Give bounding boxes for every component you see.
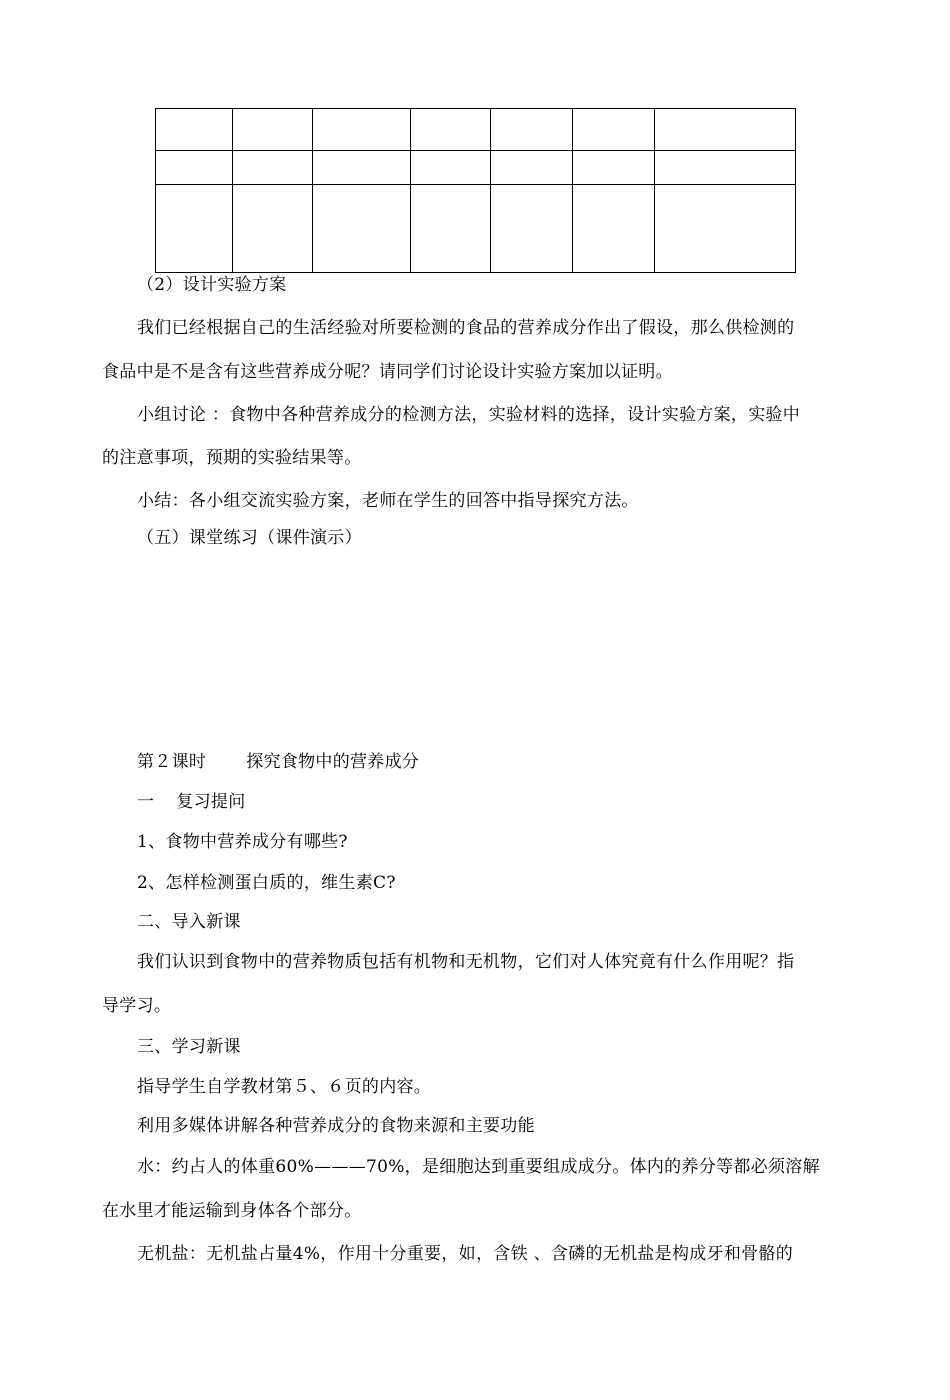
lesson-title xyxy=(137,750,419,774)
section-heading xyxy=(137,790,246,814)
table-cell xyxy=(491,109,573,151)
table-cell xyxy=(233,151,313,185)
table-cell xyxy=(573,185,655,273)
table-cell xyxy=(411,151,491,185)
paragraph-line: 我们已经根据自己的生活经验对所要检测的食品的营养成分作出了假设，那么供检测的 xyxy=(137,318,795,338)
question-item: 2、怎样检测蛋白质的，维生素C? xyxy=(137,873,396,893)
table-cell xyxy=(655,109,796,151)
table-cell xyxy=(573,151,655,185)
table-cell xyxy=(156,151,233,185)
section-heading: 二、导入新课 xyxy=(137,912,241,932)
section-heading: （2）设计实验方案 xyxy=(137,275,287,295)
table-cell xyxy=(156,109,233,151)
paragraph-line: 小结：各小组交流实验方案，老师在学生的回答中指导探究方法。 xyxy=(137,491,639,511)
table-row xyxy=(156,185,796,273)
paragraph-line: 食品中是不是含有这些营养成分呢？请同学们讨论设计实验方案加以证明。 xyxy=(102,362,673,382)
section-heading: （五）课堂练习（课件演示） xyxy=(137,528,362,548)
paragraph-line: 小组讨论 ：食物中各种营养成分的检测方法，实验材料的选择，设计实验方案，实验中 xyxy=(137,405,801,425)
table-cell xyxy=(491,151,573,185)
table-cell xyxy=(573,109,655,151)
paragraph-line: 在水里才能运输到身体各个部分。 xyxy=(102,1201,362,1221)
table-cell xyxy=(233,185,313,273)
paragraph-line: 导学习。 xyxy=(102,996,172,1016)
table-row xyxy=(156,151,796,185)
table-row xyxy=(156,109,796,151)
paragraph-line: 水：约占人的体重60%———70%，是细胞达到重要组成成分。体内的养分等都必须溶解 xyxy=(137,1157,820,1177)
table-cell xyxy=(313,109,411,151)
paragraph-line: 的注意事项，预期的实验结果等。 xyxy=(102,448,362,468)
table-cell xyxy=(491,185,573,273)
section-heading: 三、学习新课 xyxy=(137,1037,241,1057)
table-cell xyxy=(655,185,796,273)
table-cell xyxy=(313,185,411,273)
table-cell xyxy=(411,185,491,273)
section-title: 复习提问 xyxy=(176,792,246,812)
table-cell xyxy=(313,151,411,185)
paragraph-line: 指导学生自学教材第５、６页的内容。 xyxy=(137,1077,432,1097)
table-cell xyxy=(156,185,233,273)
lesson-topic: 探究食物中的营养成分 xyxy=(246,752,420,772)
table-cell xyxy=(411,109,491,151)
paragraph-line: 我们认识到食物中的营养物质包括有机物和无机物，它们对人体究竟有什么作用呢？指 xyxy=(137,952,795,972)
table-cell xyxy=(233,109,313,151)
paragraph-line: 利用多媒体讲解各种营养成分的食物来源和主要功能 xyxy=(137,1116,535,1136)
lesson-number: 第２课时 xyxy=(137,752,207,772)
paragraph-line: 无机盐：无机盐占量4%，作用十分重要，如，含铁 、含磷的无机盐是构成牙和骨骼的 xyxy=(137,1244,794,1264)
question-item: 1、食物中营养成分有哪些? xyxy=(137,832,348,852)
table-cell xyxy=(655,151,796,185)
section-number: 一 xyxy=(137,792,155,812)
blank-table xyxy=(155,108,796,273)
